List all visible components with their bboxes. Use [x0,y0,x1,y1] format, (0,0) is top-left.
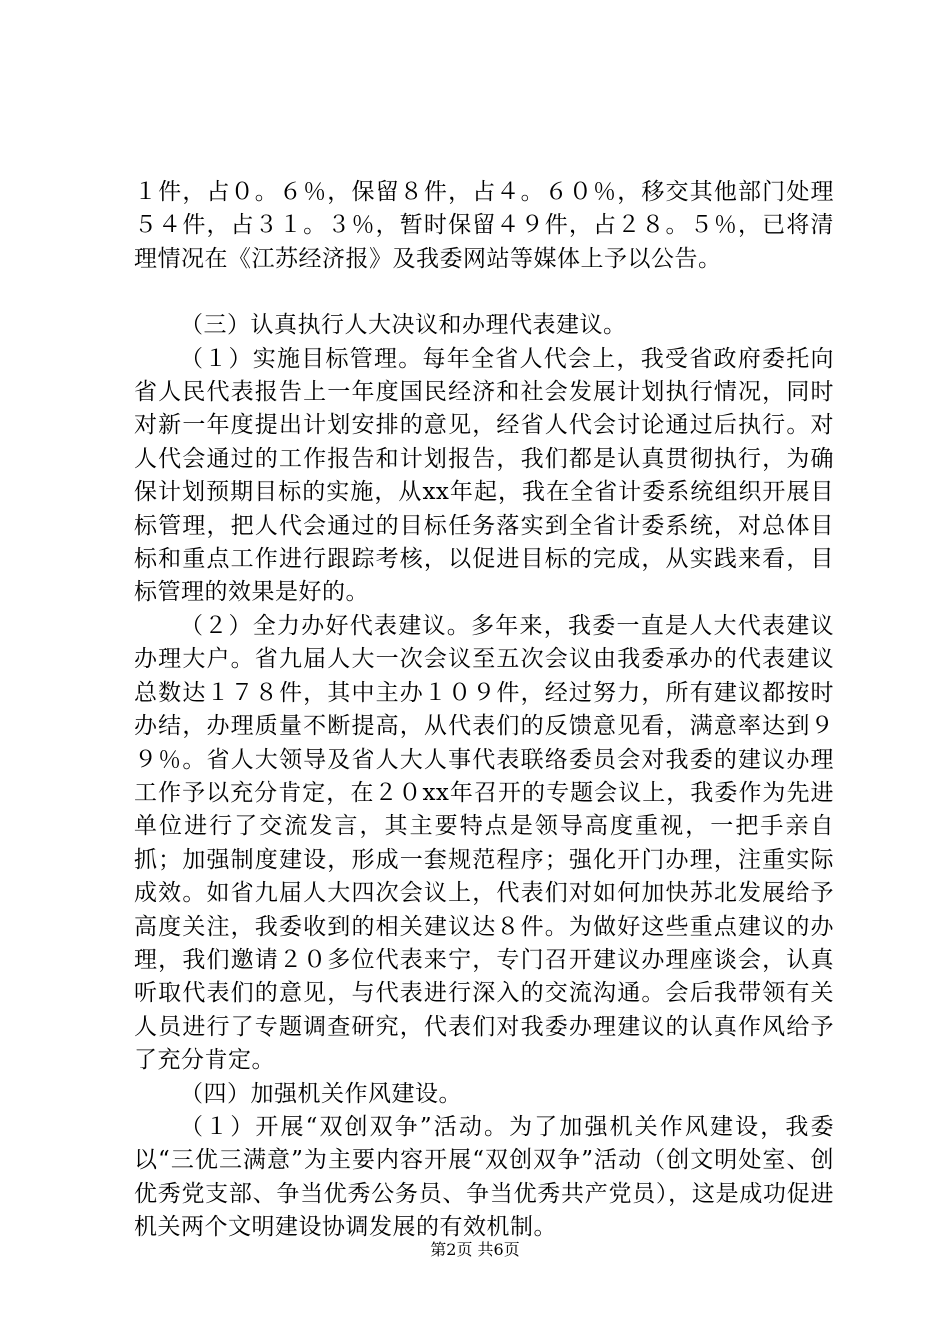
paragraph-deputy-suggestions: （２）全力办好代表建议。多年来，我委一直是人大代表建议办理大户。省九届人大一次会议至五次会议由我委承办的代表建议总数达１７８件，其中主办１０９件，经过努力，所有建议都按时办结，办理质量不断提高，从代表们的反馈意见看，满意率达到９９％。省人大领导及省人大人事代表联络委员会对我委的建议办理工作予以充分肯定，在２０xx年召开的专题会议上，我委作为先进单位进行了交流发言，其主要特点是领导高度重视，一把手亲自抓；加强制度建设，形成一套规范程序；强化开门办理，注重实际成效。如省九届人大四次会议上，代表们对如何加快苏北发展给予高度关注，我委收到的相关建议达８件。为做好这些重点建议的办理，我们邀请２０多位代表来宁，专门召开建议办理座谈会，认真听取代表们的意见，与代表进行深入的交流沟通。会后我带领有关人员进行了专题调查研究，代表们对我委办理建议的认真作风给予了充分肯定。 [134,612,834,1074]
heading-section-four: （四）加强机关作风建设。 [180,1080,462,1107]
document-body [134,176,834,1245]
paragraph-double-campaign: （１）开展“双创双争”活动。为了加强机关作风建设，我委以“三优三满意”为主要内容开展“双创双争”活动（创文明处室、创优秀党支部、争当优秀公务员、争当优秀共产党员），这是成功促进机关两个文明建设协调发展的有效机制。 [134,1113,834,1241]
heading-section-three: （三）认真执行人大决议和办理代表建议。 [180,312,627,339]
paragraph-clearance-results: １件，占０。６％，保留８件，占４。６０％，移交其他部门处理５４件，占３１。３％，暂时保留４９件，占２８。５％，已将清理情况在《江苏经济报》及我委网站等媒体上予以公告。 [134,179,834,272]
page-number-footer: 第2页 共6页 [430,1240,520,1259]
paragraph-target-management: （１）实施目标管理。每年全省人代会上，我受省政府委托向省人民代表报告上一年度国民经济和社会发展计划执行情况，同时对新一年度提出计划安排的意见，经省人代会讨论通过后执行。对人代会通过的工作报告和计划报告，我们都是认真贯彻执行，为确保计划预期目标的实施，从xx年起，我在全省计委系统组织开展目标管理，把人代会通过的目标任务落实到全省计委系统，对总体目标和重点工作进行跟踪考核，以促进目标的完成，从实践来看，目标管理的效果是好的。 [134,345,834,606]
